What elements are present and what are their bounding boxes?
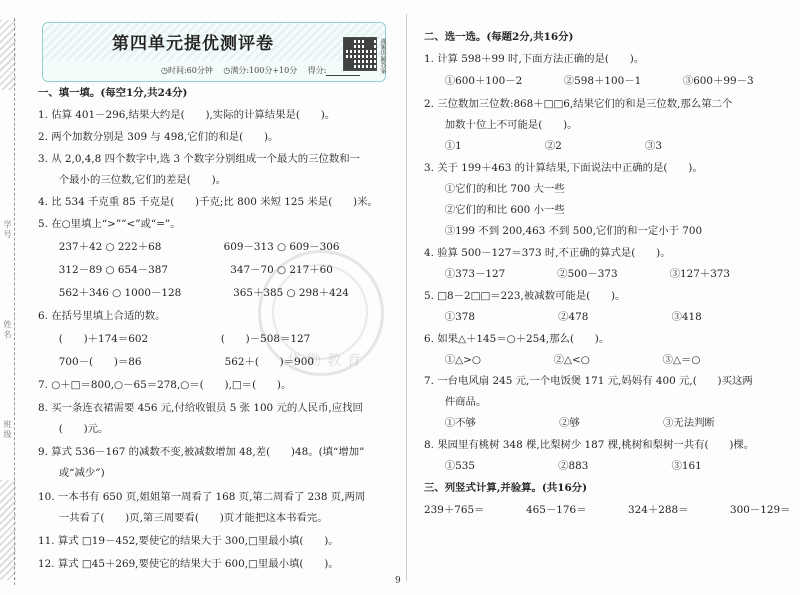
title-banner [42,22,386,82]
question-line: 1. 估算 401－296,结果大约是( ),实际的计算结果是( )。 [38,109,336,121]
choice-row: ①535 ②883 ③161 [424,460,702,472]
question-line: ( )元。 [38,423,109,435]
choice-row: ①378 ②478 ③418 [424,311,702,323]
question-line: 加数十位上不可能是( )。 [424,119,578,131]
fill-row: ( )＋174＝602 ( )－508＝127 [38,333,311,345]
student-id-label: 学号 [3,220,12,240]
question-line: 8. 买一条连衣裙需要 456 元,付给收银员 5 张 100 元的人民币,应找回 [38,402,363,414]
page-title: 第四单元提优测评卷 [112,34,274,54]
choice-row: ①它们的和比 700 大一些 [424,183,565,195]
choice-row: ①不够 ②够 ③无法判断 [424,417,715,429]
full-score: ◷满分:100分+10分 [223,66,298,75]
question-line: 3. 从 2,0,4,8 四个数字中,选 3 个数字分别组成一个最大的三位数和一 [38,153,361,165]
qr-code-icon[interactable] [343,37,377,71]
question-line: 12. 算式 □45＋269,要使它的结果大于 600,□里最小填( )。 [38,558,339,570]
name-label: 姓名 [3,320,12,340]
question-line: 6. 在括号里填上合适的数。 [38,310,166,322]
compare-row: 562＋346 ○ 1000－128 365＋385 ○ 298＋424 [38,287,349,299]
fill-row: 700－( )＝86 562＋( )＝900 [38,356,314,368]
question-line: 9. 算式 536－167 的减数不变,被减数增加 48,差( )48。(填“增加” [38,446,365,458]
question-line: 或“减少”) [38,467,105,479]
choice-row: ①1 ②2 ③3 [424,140,663,152]
question-line: 7. 一台电风扇 245 元,一个电饭煲 171 元,妈妈有 400 元,( )买这两 [424,375,753,387]
column-divider [406,14,407,581]
question-line: 5. □8－2□□＝223,被减数可能是( )。 [424,290,626,302]
watermark-text: 华勤教育 [287,353,367,369]
choice-row: ①373－127 ②500－373 ③127＋373 [424,268,731,280]
compare-row: 237＋42 ○ 222＋68 609－313 ○ 609－306 [38,241,340,253]
question-line: 5. 在○里填上“>”“<”或“=”。 [38,218,181,230]
question-line: 一共看了( )页,第三周要看( )页才能把这本书看完。 [38,512,328,524]
choice-row: ①600＋100－2 ②598＋100－1 ③600＋99－3 [424,75,754,87]
question-line: 7. ○＋□＝800,○－65＝278,○＝( ),□＝( )。 [38,379,292,391]
question-line: 1. 计算 598＋99 时,下面方法正确的是( )。 [424,53,645,65]
question-line: 4. 比 534 千克重 85 千克是( )千克;比 800 米短 125 米是( )米。 [38,196,378,208]
question-line: 10. 一本书有 650 页,姐姐第一周看了 168 页,第二周看了 238 页,两周 [38,491,366,503]
exam-meta [161,65,360,76]
compare-row: 312－89 ○ 654－387 347－70 ○ 217＋60 [38,264,333,276]
score-blank[interactable] [326,75,360,76]
section-1-heading: 一、填一填。(每空1分,共24分) [38,87,188,99]
binding-cut-line [14,18,15,585]
question-line: 11. 算式 □19－452,要使它的结果大于 300,□里最小填( )。 [38,535,339,547]
qr-caption: 视频讲解答案 [379,38,386,74]
choice-row: ①△>○ ②△<○ ③△＝○ [424,354,701,366]
time-limit: ◷时间:60分钟 [161,66,213,75]
question-line: 6. 如果△＋145＝○＋254,那么( )。 [424,333,610,345]
question-line: 件商品。 [424,396,487,408]
section-3-heading: 三、列竖式计算,并验算。(共16分) [424,482,587,494]
question-line: 2. 两个加数分别是 309 与 498,它们的和是( )。 [38,131,279,143]
binding-strip [0,0,26,595]
question-line: 个最小的三位数,它们的差是( )。 [38,174,227,186]
class-label: 班级 [3,420,12,440]
choice-row: ②它们的和比 600 小一些 [424,204,565,216]
page-number: 9 [395,576,401,586]
choice-row: ③199 不到 200,463 不到 500,它们的和一定小于 700 [424,225,703,237]
vertical-calc-row: 239＋765＝ 465－176＝ 324＋288＝ 300－129＝ [424,504,791,516]
score-label: 得分: [307,66,327,75]
section-2-heading: 二、选一选。(每题2分,共16分) [424,31,574,43]
question-line: 8. 果园里有桃树 348 棵,比梨树少 187 棵,桃树和梨树一共有( )棵。 [424,439,755,451]
question-line: 2. 三位数加三位数:868＋□□6,结果它们的和是三位数,那么第二个 [424,98,733,110]
question-line: 3. 关于 199＋463 的计算结果,下面说法中正确的是( )。 [424,162,703,174]
question-line: 4. 验算 500－127＝373 时,不正确的算式是( )。 [424,247,671,259]
